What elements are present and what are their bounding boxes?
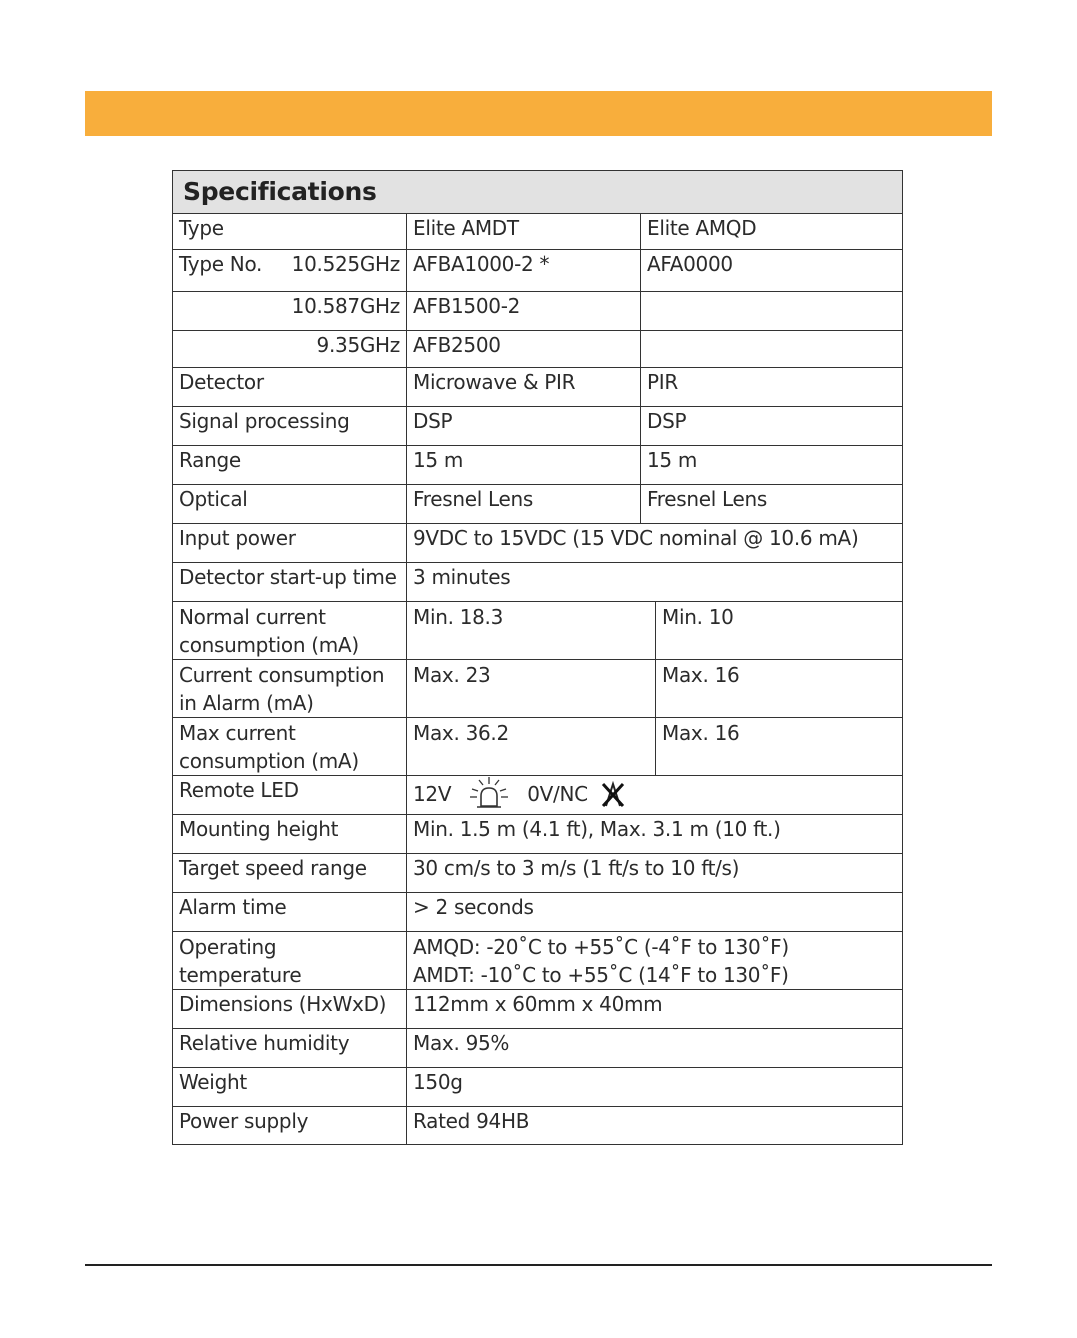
row-label: [173, 660, 407, 718]
label-line: Normal current: [179, 605, 326, 629]
cell-value: Fresnel Lens: [407, 485, 641, 524]
cell-value: AFB1500-2: [407, 292, 641, 331]
cell-value: Max. 23: [407, 660, 656, 718]
table-row: [173, 563, 903, 602]
beacon-light-icon: [469, 776, 509, 812]
temperature-line: AMDT: -10˚C to +55˚C (14˚F to 130˚F): [413, 963, 789, 987]
label-line: Max current: [179, 721, 296, 745]
cell-value: Max. 95%: [407, 1029, 903, 1068]
label-line: Operating: [179, 935, 277, 959]
cell-empty: [641, 292, 903, 331]
row-label: Signal processing: [173, 407, 407, 446]
led-voltage: 0V/NC: [527, 782, 588, 806]
table-row: [173, 854, 903, 893]
row-label: Detector start-up time: [173, 563, 407, 602]
row-label: [173, 602, 407, 660]
row-label: Type: [173, 214, 407, 250]
table-row: [173, 1068, 903, 1107]
cell-value: 15 m: [641, 446, 903, 485]
table-row: [173, 214, 903, 250]
table-row: [173, 776, 903, 815]
cell-value: Rated 94HB: [407, 1107, 903, 1145]
table-row: [173, 292, 903, 331]
table-row: [173, 815, 903, 854]
cell-value: [407, 932, 903, 990]
row-label: Optical: [173, 485, 407, 524]
label-line: Current consumption: [179, 663, 385, 687]
cell-value: DSP: [407, 407, 641, 446]
row-label: [173, 250, 407, 292]
cell-value: AFBA1000-2 *: [407, 250, 641, 292]
cell-value: Max. 36.2: [407, 718, 656, 776]
label-line: temperature: [179, 963, 302, 987]
cell-value: Microwave & PIR: [407, 368, 641, 407]
cell-value: 3 minutes: [407, 563, 903, 602]
led-voltage: 12V: [413, 782, 452, 806]
column-header-amdt: Elite AMDT: [407, 214, 641, 250]
cell-value: Min. 1.5 m (4.1 ft), Max. 3.1 m (10 ft.): [407, 815, 903, 854]
table-row: [173, 485, 903, 524]
cell-value: Max. 16: [656, 660, 903, 718]
row-label: [173, 932, 407, 990]
row-label: Input power: [173, 524, 407, 563]
label-line: in Alarm (mA): [179, 691, 314, 715]
row-label: Relative humidity: [173, 1029, 407, 1068]
footer-divider: [85, 1264, 992, 1266]
row-label: Range: [173, 446, 407, 485]
cell-value: 9VDC to 15VDC (15 VDC nominal @ 10.6 mA): [407, 524, 903, 563]
row-label: Weight: [173, 1068, 407, 1107]
cell-empty: [641, 331, 903, 368]
cell-value: 15 m: [407, 446, 641, 485]
cell-value: Max. 16: [656, 718, 903, 776]
typeno-label: Type No.: [179, 252, 263, 276]
table-row: [173, 331, 903, 368]
header-banner: [85, 91, 992, 136]
column-header-amqd: Elite AMQD: [641, 214, 903, 250]
cell-value: AFA0000: [641, 250, 903, 292]
frequency-label: 10.587GHz: [173, 292, 407, 331]
table-row: [173, 660, 903, 718]
table-row: [173, 250, 903, 292]
table-row: [173, 990, 903, 1029]
row-label: Target speed range: [173, 854, 407, 893]
label-line: consumption (mA): [179, 749, 359, 773]
frequency-label: 9.35GHz: [173, 331, 407, 368]
cell-value: 112mm x 60mm x 40mm: [407, 990, 903, 1029]
specifications-table: [172, 170, 903, 1145]
table-row: [173, 1107, 903, 1145]
cell-value: > 2 seconds: [407, 893, 903, 932]
cell-value: DSP: [641, 407, 903, 446]
label-line: consumption (mA): [179, 633, 359, 657]
row-label: Power supply: [173, 1107, 407, 1145]
cell-value: Fresnel Lens: [641, 485, 903, 524]
row-label: Dimensions (HxWxD): [173, 990, 407, 1029]
row-label: Remote LED: [173, 776, 407, 815]
table-row: [173, 407, 903, 446]
table-row: [173, 893, 903, 932]
table-row: [173, 1029, 903, 1068]
cell-value: Min. 10: [656, 602, 903, 660]
cell-value: [407, 776, 903, 815]
frequency-label: 10.525GHz: [291, 252, 400, 276]
row-label: [173, 718, 407, 776]
table-title: Specifications: [173, 171, 903, 214]
table-row: [173, 932, 903, 990]
cell-value: 30 cm/s to 3 m/s (1 ft/s to 10 ft/s): [407, 854, 903, 893]
temperature-line: AMQD: -20˚C to +55˚C (-4˚F to 130˚F): [413, 935, 789, 959]
table-row: [173, 368, 903, 407]
cell-value: PIR: [641, 368, 903, 407]
cell-value: Min. 18.3: [407, 602, 656, 660]
table-row: [173, 524, 903, 563]
cell-value: AFB2500: [407, 331, 641, 368]
table-row: [173, 718, 903, 776]
table-header-row: [173, 171, 903, 214]
cell-value: 150g: [407, 1068, 903, 1107]
table-row: [173, 602, 903, 660]
table-row: [173, 446, 903, 485]
crossed-out-icon: [600, 779, 626, 809]
row-label: Mounting height: [173, 815, 407, 854]
row-label: Detector: [173, 368, 407, 407]
row-label: Alarm time: [173, 893, 407, 932]
